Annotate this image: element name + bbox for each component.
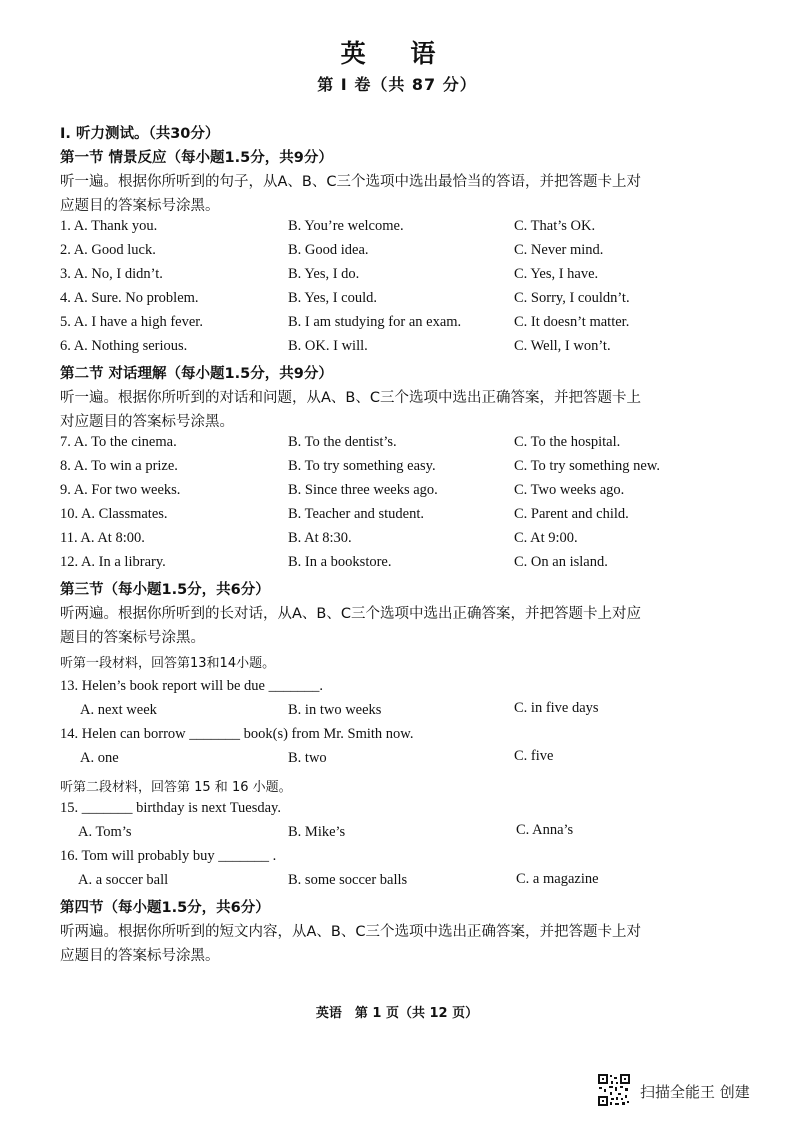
q9-option-a: 9. A. For two weeks. [60,482,181,498]
q4-option-a: 4. A. Sure. No problem. [60,290,199,306]
section2-instruction-1: 听一遍。根据你所听到的对话和问题，从A、B、C三个选项中选出正确答案，并把答题卡上 [60,390,641,406]
section4-heading: 第四节（每小题1.5分，共6分） [60,900,270,916]
q16-option-c: C. a magazine [516,871,599,887]
q8-option-c: C. To try something new. [514,458,660,474]
q7-option-b: B. To the dentist’s. [288,434,397,450]
q11-option-c: C. At 9:00. [514,530,578,546]
scanner-brand-label: 扫描全能王 创建 [640,1083,750,1101]
q15-option-c: C. Anna’s [516,822,574,838]
q16-stem: 16. Tom will probably buy _______ . [60,848,277,864]
q7-option-a: 7. A. To the cinema. [60,434,177,450]
q13-stem: 13. Helen’s book report will be due _______. [60,678,323,694]
q8-option-b: B. To try something easy. [288,458,436,474]
q6-option-c: C. Well, I won’t. [514,338,611,354]
q12-option-c: C. On an island. [514,554,608,570]
section3-heading: 第三节（每小题1.5分，共6分） [60,582,270,598]
q14-option-c: C. five [514,748,554,764]
section2-instruction-2: 对应题目的答案标号涂黑。 [60,414,234,430]
q9-option-b: B. Since three weeks ago. [288,482,438,498]
section1-instruction-1: 听一遍。根据你所听到的句子，从A、B、C三个选项中选出最恰当的答语，并把答题卡上对 [60,174,641,190]
q13-option-c: C. in five days [514,700,599,716]
q10-option-b: B. Teacher and student. [288,506,425,522]
q9-option-c: C. Two weeks ago. [514,482,625,498]
section1-instruction-2: 应题目的答案标号涂黑。 [60,198,220,214]
q11-option-b: B. At 8:30. [288,530,352,546]
q13-option-b: B. in two weeks [288,702,382,718]
section3-material-1-note: 听第一段材料，回答第13和14小题。 [60,656,276,671]
q2-option-c: C. Never mind. [514,242,604,258]
q6-option-b: B. OK. I will. [288,338,368,354]
q3-option-b: B. Yes, I do. [288,266,360,282]
q11-option-a: 11. A. At 8:00. [60,530,145,546]
q3-option-c: C. Yes, I have. [514,266,599,282]
q7-option-c: C. To the hospital. [514,434,621,450]
q5-option-b: B. I am studying for an exam. [288,314,462,330]
q10-option-c: C. Parent and child. [514,506,629,522]
q5-option-a: 5. A. I have a high fever. [60,314,203,330]
q3-option-a: 3. A. No, I didn’t. [60,266,163,282]
q2-option-a: 2. A. Good luck. [60,242,156,258]
section4-instruction-2: 应题目的答案标号涂黑。 [60,948,220,964]
section3-instruction-2: 题目的答案标号涂黑。 [60,630,205,646]
q13-option-a: A. next week [80,702,157,718]
q14-option-b: B. two [288,750,327,766]
q5-option-c: C. It doesn’t matter. [514,314,630,330]
q12-option-b: B. In a bookstore. [288,554,392,570]
q1-option-b: B. You’re welcome. [288,218,404,234]
q1-option-a: 1. A. Thank you. [60,218,158,234]
section2-heading: 第二节 对话理解（每小题1.5分，共9分） [60,366,333,382]
page-title: 英 语 [340,39,454,68]
q1-option-c: C. That’s OK. [514,218,596,234]
q2-option-b: B. Good idea. [288,242,369,258]
section1-heading: 第一节 情景反应（每小题1.5分，共9分） [60,150,333,166]
q15-stem: 15. _______ birthday is next Tuesday. [60,800,281,816]
section3-material-2-note: 听第二段材料，回答第 15 和 16 小题。 [60,780,292,795]
q4-option-c: C. Sorry, I couldn’t. [514,290,630,306]
paper-subtitle: 第 I 卷（共 87 分） [317,75,477,94]
q15-option-a: A. Tom’s [78,824,132,840]
qr-code-icon [597,1073,631,1107]
page-footer: 英语 第 1 页（共 12 页） [315,1006,479,1021]
q16-option-a: A. a soccer ball [78,872,169,888]
q14-option-a: A. one [80,750,119,766]
part1-heading: I. 听力测试。（共30分） [60,126,220,142]
q12-option-a: 12. A. In a library. [60,554,166,570]
q15-option-b: B. Mike’s [288,824,346,840]
q10-option-a: 10. A. Classmates. [60,506,168,522]
q4-option-b: B. Yes, I could. [288,290,378,306]
section4-instruction-1: 听两遍。根据你所听到的短文内容，从A、B、C三个选项中选出正确答案，并把答题卡上对 [60,924,641,940]
section3-instruction-1: 听两遍。根据你所听到的长对话，从A、B、C三个选项中选出正确答案，并把答题卡上对应 [60,606,641,622]
q8-option-a: 8. A. To win a prize. [60,458,178,474]
q14-stem: 14. Helen can borrow _______ book(s) from Mr. Smith now. [60,726,414,742]
q16-option-b: B. some soccer balls [288,872,408,888]
q6-option-a: 6. A. Nothing serious. [60,338,188,354]
